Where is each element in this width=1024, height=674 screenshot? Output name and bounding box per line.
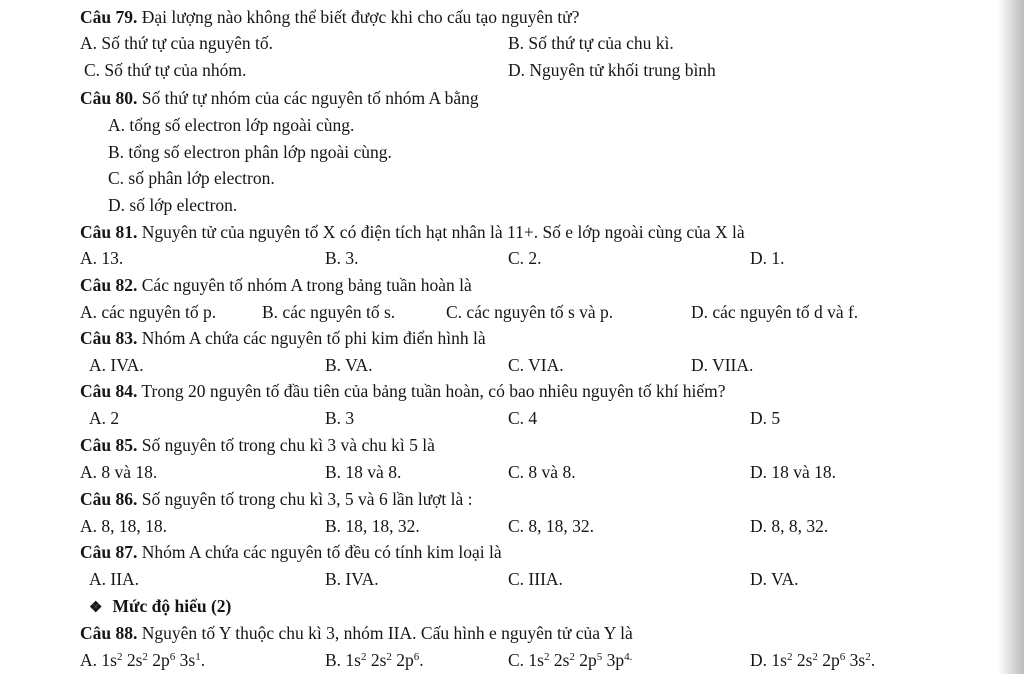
option-d: D. số lớp electron. — [108, 195, 238, 215]
option-a: A. 13. — [80, 248, 124, 268]
option-d: D. VIIA. — [691, 355, 754, 375]
option-d: D. Nguyên tử khối trung bình — [508, 60, 716, 80]
option-d: D. 18 và 18. — [750, 462, 837, 482]
question-text: Trong 20 nguyên tố đầu tiên của bảng tuần hoàn, có bao nhiêu nguyên tố khí hiếm? — [137, 381, 726, 401]
question-text: Nguyên tố Y thuộc chu kì 3, nhóm IIA. Cấu hình e nguyên tử của Y là — [137, 623, 633, 643]
question-text: Số nguyên tố trong chu kì 3, 5 và 6 lần lượt là : — [137, 489, 473, 509]
question-81 — [80, 219, 745, 245]
question-number: Câu 81. — [80, 222, 138, 242]
question-number: Câu 87. — [80, 542, 138, 562]
option-a: A. 2 — [89, 408, 120, 428]
option-d: D. VA. — [750, 569, 799, 589]
option-c: C. VIA. — [508, 355, 564, 375]
question-text: Nhóm A chứa các nguyên tố phi kim điển hình là — [137, 328, 486, 348]
question-number: Câu 86. — [80, 489, 138, 509]
question-82 — [80, 272, 472, 298]
option-b: B. 18 và 8. — [325, 462, 402, 482]
option-b: B. 3 — [325, 408, 355, 428]
section-heading — [89, 593, 231, 619]
option-b: B. $1s^2$ $2s^2$ $2p^6$. — [325, 650, 424, 670]
option-c: C. $1s^2$ $2s^2$ $2p^5$ $3p^{4.}$ — [508, 650, 633, 670]
option-a: A. $1s^2$ $2s^2$ $2p^6$ $3s^1$. — [80, 650, 206, 670]
option-c: C. Số thứ tự của nhóm. — [84, 60, 247, 80]
question-text: Các nguyên tố nhóm A trong bảng tuần hoàn là — [137, 275, 472, 295]
question-text: Nguyên tử của nguyên tố X có điện tích hạt nhân là 11+. Số e lớp ngoài cùng của X là — [137, 222, 745, 242]
question-number: Câu 83. — [80, 328, 138, 348]
question-80 — [80, 85, 479, 111]
option-d: D. 5 — [750, 408, 781, 428]
option-d: D. 8, 8, 32. — [750, 516, 829, 536]
option-c: C. các nguyên tố s và p. — [446, 302, 614, 322]
question-text: Nhóm A chứa các nguyên tố đều có tính kim loại là — [137, 542, 502, 562]
question-text: Số thứ tự nhóm của các nguyên tố nhóm A bằng — [137, 88, 479, 108]
question-number: Câu 79. — [80, 7, 138, 27]
option-b: B. IVA. — [325, 569, 379, 589]
question-79 — [80, 4, 579, 30]
option-a: A. Số thứ tự của nguyên tố. — [80, 33, 273, 53]
diamond-bullet-icon: ❖ — [89, 600, 103, 616]
question-83 — [80, 325, 486, 351]
option-b: B. các nguyên tố s. — [262, 302, 396, 322]
option-b: B. 3. — [325, 248, 359, 268]
section-title: Mức độ hiểu (2) — [112, 596, 232, 616]
option-c: C. 4 — [508, 408, 538, 428]
option-d: D. các nguyên tố d và f. — [691, 302, 859, 322]
option-a: A. 8, 18, 18. — [80, 516, 168, 536]
question-number: Câu 84. — [80, 381, 138, 401]
question-88 — [80, 620, 633, 646]
option-a: A. 8 và 18. — [80, 462, 158, 482]
option-a: A. IIA. — [89, 569, 140, 589]
option-d: D. 1. — [750, 248, 785, 268]
option-a: A. tổng số electron lớp ngoài cùng. — [108, 115, 355, 135]
question-85 — [80, 432, 435, 458]
question-number: Câu 80. — [80, 88, 138, 108]
option-c: C. số phân lớp electron. — [108, 168, 275, 188]
question-number: Câu 88. — [80, 623, 138, 643]
option-b: B. VA. — [325, 355, 373, 375]
question-number: Câu 82. — [80, 275, 138, 295]
option-c: C. 8 và 8. — [508, 462, 576, 482]
option-b: B. Số thứ tự của chu kì. — [508, 33, 674, 53]
option-d: D. $1s^2$ $2s^2$ $2p^6$ $3s^2$. — [750, 650, 876, 670]
option-c: C. 8, 18, 32. — [508, 516, 595, 536]
question-text: Số nguyên tố trong chu kì 3 và chu kì 5 là — [137, 435, 435, 455]
option-c: C. 2. — [508, 248, 542, 268]
question-84 — [80, 378, 725, 404]
option-a: A. các nguyên tố p. — [80, 302, 217, 322]
question-87 — [80, 539, 502, 565]
question-text: Đại lượng nào không thể biết được khi cho cấu tạo nguyên tử? — [137, 7, 580, 27]
option-b: B. tổng số electron phân lớp ngoài cùng. — [108, 142, 392, 162]
question-86 — [80, 486, 473, 512]
option-a: A. IVA. — [89, 355, 144, 375]
page-edge-shadow — [998, 0, 1024, 674]
option-b: B. 18, 18, 32. — [325, 516, 420, 536]
question-number: Câu 85. — [80, 435, 138, 455]
option-c: C. IIIA. — [508, 569, 563, 589]
